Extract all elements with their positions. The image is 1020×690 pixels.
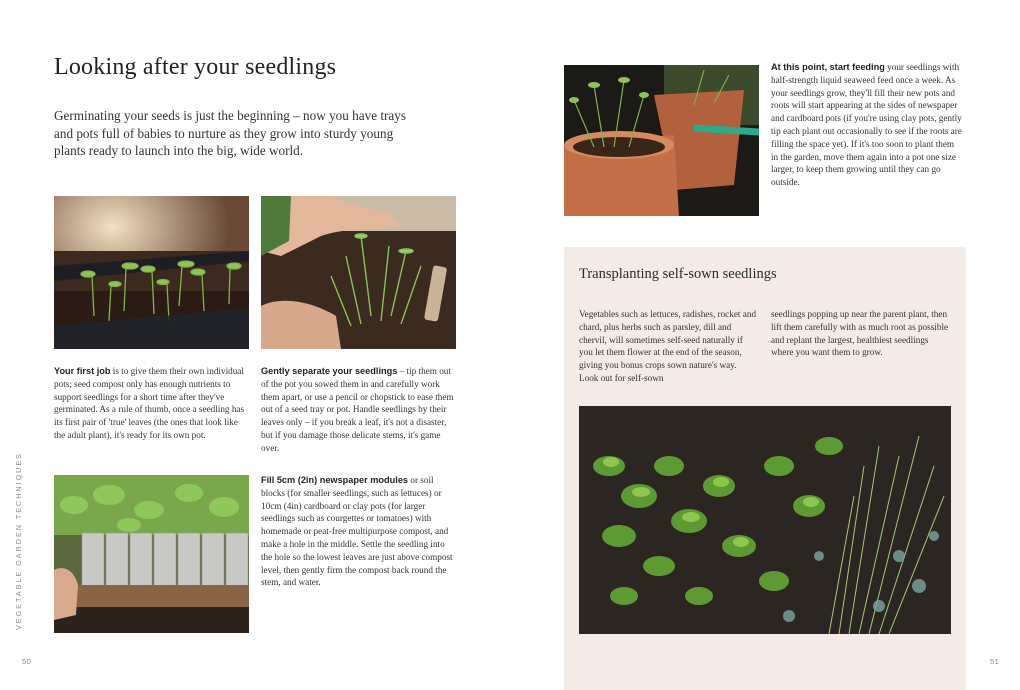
feeding-text: your seedlings with half-strength liquid seaweed feed once a week. As your seedlings grow, they'll fill their new pots and roots will start appearing at the sides of newspaper and cardboard pots (if you're using clay pots, gently tip each plant out occasionally to see if the roots are filling the space yet). If it's too soon to plant them in the garden, move them again into a pot one size larger, to keep them growing until they can go outside. bbox=[771, 62, 962, 188]
fill-modules-lead: Fill 5cm (2in) newspaper modules bbox=[261, 475, 409, 485]
self-sown-bed-photo bbox=[579, 406, 951, 634]
panel-col-2: seedlings popping up near the parent plant, then lift them carefully with as much root as possible and replant the largest, healthiest seedlings where you want them to grow. bbox=[771, 309, 949, 358]
page-title: Looking after your seedlings bbox=[54, 54, 337, 80]
first-job-lead: Your first job bbox=[54, 366, 111, 376]
feeding-lead: At this point, start feeding bbox=[771, 62, 885, 72]
page-number-right: 51 bbox=[990, 657, 1000, 666]
separating-seedlings-photo bbox=[261, 196, 456, 349]
separate-paragraph bbox=[261, 365, 456, 455]
panel-col-1: Vegetables such as lettuces, radishes, rocket and chard, plus herbs such as parsley, dill and chervil, will sometimes self-seed naturally if you let them flower at the end of the season, giving you bonus crops sown nature's way. Look out for self-sown bbox=[579, 309, 757, 383]
section-side-label: VEGETABLE GARDEN TECHNIQUES bbox=[14, 452, 23, 630]
panel-title: Transplanting self-sown seedlings bbox=[579, 266, 777, 282]
first-job-text: is to give them their own individual pots; seed compost only has enough nutrients to support seedlings for a short time after they've germinated. As a rule of thumb, once a seedling has its first pair of 'true' leaves (the ones that look like the adult plant), it's ready for its own pot. bbox=[54, 366, 245, 440]
fill-modules-paragraph bbox=[261, 474, 456, 589]
first-job-paragraph bbox=[54, 365, 249, 442]
newspaper-modules-photo bbox=[54, 475, 249, 633]
fill-modules-text: or soil blocks (for smaller seedlings, such as lettuces) or 10cm (4in) cardboard or clay pots (for larger seedlings such as courgettes or tomatoes) with homemade or peat-free multipurpose compost, and make a hole in the middle. Settle the seedling into the hole so the lowest leaves are just above compost level, then gently firm the compost back round the stem, and water. bbox=[261, 475, 453, 588]
separate-text: – tip them out of the pot you sowed them in and carefully work them apart, or use a pencil or chopstick to ease them out of a seed tray or pot. Handle seedlings by their leaves only – if you break a leaf, it's not a disaster, but if you damage those delicate stems, it's game over. bbox=[261, 366, 454, 453]
seedling-tray-photo bbox=[54, 196, 249, 349]
feeding-paragraph bbox=[771, 61, 963, 189]
watering-pots-photo bbox=[564, 65, 759, 216]
page-number-left: 50 bbox=[22, 657, 32, 666]
intro-paragraph: Germinating your seeds is just the beginning – now you have trays and pots full of babies to nurture as they grow into sturdy young plants ready to launch into the big, wide world. bbox=[54, 108, 406, 158]
separate-lead: Gently separate your seedlings bbox=[261, 366, 398, 376]
